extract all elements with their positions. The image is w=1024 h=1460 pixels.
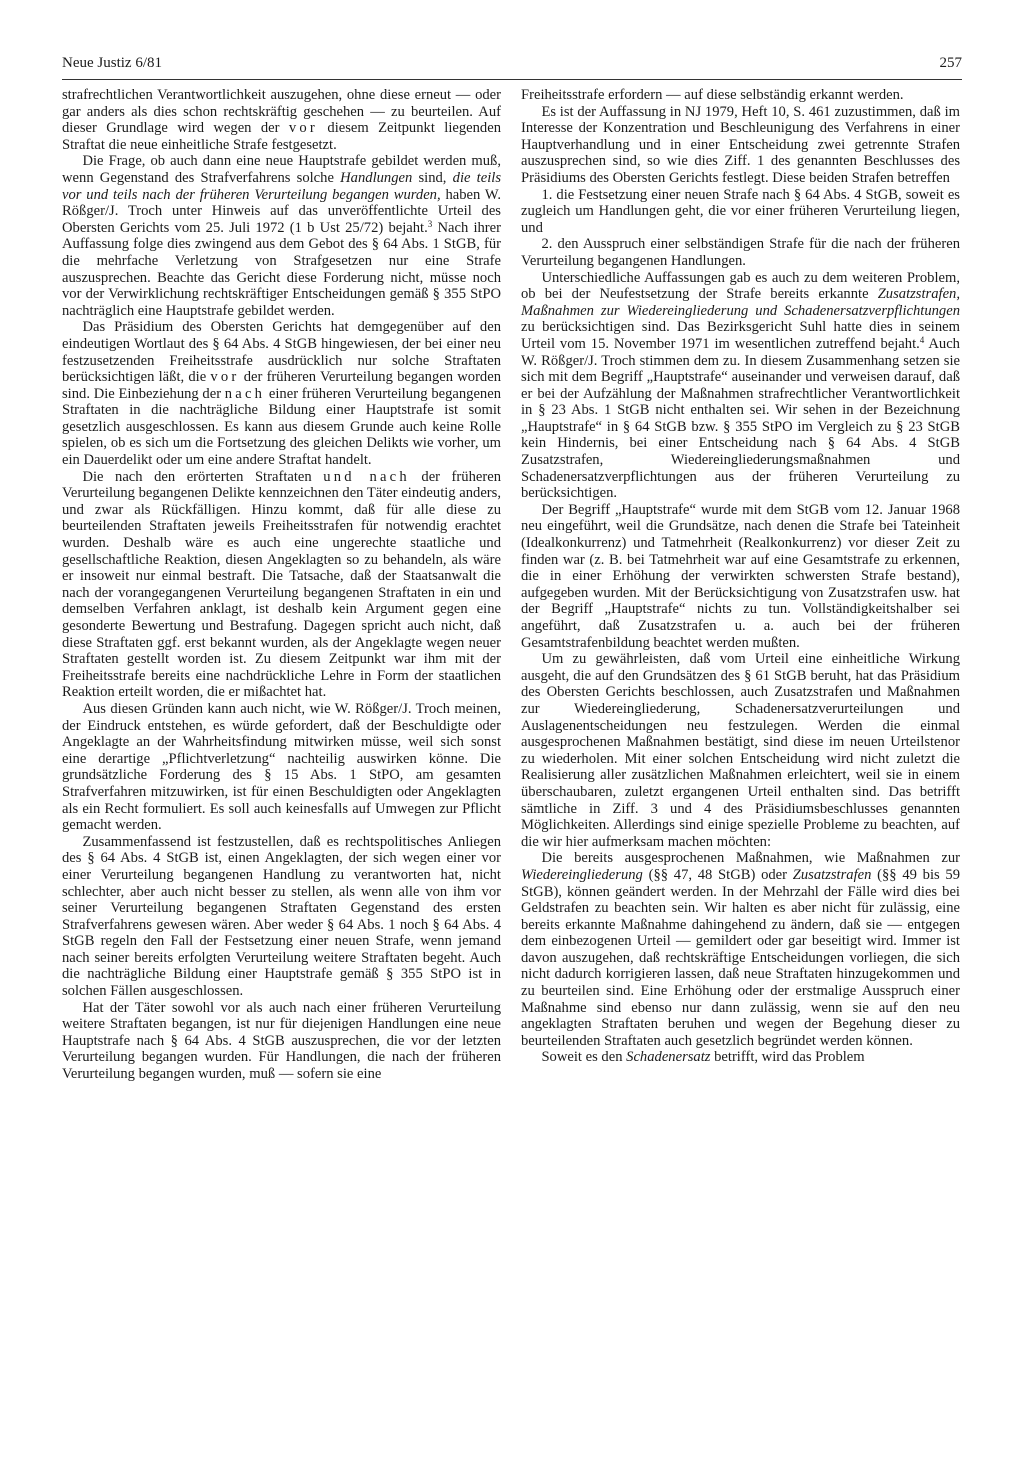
paragraph: strafrechtlichen Verantwortlichkeit auszugehen, ohne diese erneut — oder gar anders als dies schon rechtskräftig geschehen — zu beurteilen. Auf dieser Grundlage wird wegen der vor diesem Zeitpunkt liegenden Straftat die neue einheitliche Strafe festgesetzt. [62, 87, 501, 153]
header-rule [62, 79, 962, 80]
paragraph: Soweit es den Schadenersatz betrifft, wird das Problem [541, 1049, 865, 1066]
footnote-marker: 3 [427, 218, 433, 229]
running-title: Neue Justiz 6/81 [62, 55, 162, 71]
paragraph: Die bereits ausgesprochenen Maßnahmen, wie Maßnahmen zur Wiedereingliederung (§§ 47, 48 StGB) oder Zusatzstrafen (§§ 49 bis 59 StGB), können geändert werden. In der Mehrzahl der Fälle wird dies bei Geldstrafen zu beachten sein. Wir halten es aber nicht für zulässig, eine bereits erkannte Maßnahme dahingehend zu ändern, daß sie — entgegen dem einbezogenen Urteil — gemildert oder gar beseitigt wird. Immer ist davon auszugehen, daß rechtskräftige Entscheidungen vorliegen, die sich nicht dadurch korrigieren lassen, daß neue Straftaten hinzugekommen und zu beurteilen sind. Eine Erhöhung oder der erstmalige Ausspruch einer Maßnahme sind ebenso nur dann zulässig, wenn sie auf den neu angeklagten Straftaten beruhen und wegen der Begehung dieser zu beurteilenden Straftaten auch gesetzlich begründet werden können. [521, 850, 960, 1049]
paragraph: Unterschiedliche Auffassungen gab es auch zu dem weiteren Problem, ob bei der Neufestsetzung der Strafe bereits erkannte Zusatzstrafen, Maßnahmen zur Wiedereingliederung und Schadenersatzverpflichtungen zu berücksichtigen sind. Das Bezirksgericht Suhl hatte dies in seinem Urteil vom 15. November 1971 im wesentlichen zutreffend bejaht.$^4$ Auch W. Rößger/J. Troch stimmen dem zu. In diesem Zusammenhang setzen sie sich mit dem Begriff „Hauptstrafe“ auseinander und verweisen darauf, daß er bei der Aufzählung der Maßnahmen strafrechtlicher Verantwortlichkeit in § 23 Abs. 1 StGB nicht enthalten sei. Wir sehen in der Bezeichnung „Hauptstrafe“ in § 64 StGB bzw. § 355 StPO im Vergleich zu § 23 StGB kein Hindernis, bei einer Entscheidung nach § 64 Abs. 4 StGB Zusatzstrafen, Wiedereingliederungsmaßnahmen und Schadenersatzverpflichtungen aus der früheren Verurteilung zu berücksichtigen. [521, 269, 960, 502]
paragraph: Um zu gewährleisten, daß vom Urteil eine einheitliche Wirkung ausgeht, die auf den Grundsätzen des § 61 StGB beruht, hat das Präsidium des Obersten Gerichts beschlossen, auch Zusatzstrafen und Maßnahmen zur Wiedereingliederung, Schadenersatzverurteilungen und Auslagenentscheidungen neu festzulegen. Werden die einmal ausgesprochenen Maßnahmen bestätigt, sind diese im neuen Urteilstenor zu wiederholen. Mit einer solchen Entscheidung wird nicht zuletzt die Realisierung aller zusätzlichen Maßnahmen erleichtert, weil sie in einem überschaubaren, zuletzt ergangenen Urteil enthalten sind. Das betrifft sämtliche in Ziff. 3 und 4 des Präsidiumsbeschlusses genannten Möglichkeiten. Allerdings sind einige spezielle Probleme zu beachten, auf die wir hier aufmerksam machen möchten: [521, 651, 960, 850]
right-column [521, 87, 960, 1066]
left-column [62, 87, 501, 1083]
page-header [62, 55, 962, 77]
footnote-marker: 4 [919, 334, 925, 345]
paragraph: Zusammenfassend ist festzustellen, daß es rechtspolitisches Anliegen des § 64 Abs. 4 StGB ist, einen Angeklagten, der sich wegen einer vor einer Verurteilung begangenen Handlung zu verantworten hat, nicht schlechter, aber auch nicht besser zu stellen, als wenn alle von ihm vor seiner Verurteilung begangenen Straftaten Gegenstand des ersten Strafverfahrens gewesen wären. Aber weder § 64 Abs. 1 noch § 64 Abs. 4 StGB regeln den Fall der Festsetzung einer neuen Strafe, wenn jemand nach seiner bereits erfolgten Verurteilung weitere Straftaten begeht. Auch die nachträgliche Bildung einer Hauptstrafe gemäß § 355 StPO ist in solchen Fällen ausgeschlossen. [62, 833, 501, 1000]
paragraph: Hat der Täter sowohl vor als auch nach einer früheren Verurteilung weitere Straftaten begangen, ist nur für diejenigen Handlungen eine neue Hauptstrafe nach § 64 Abs. 4 StGB auszusprechen, die vor der letzten Verurteilung begangen wurden. Für Handlungen, die nach der früheren Verurteilung begangen wurden, muß — sofern sie eine [62, 999, 501, 1083]
paragraph: Das Präsidium des Obersten Gerichts hat demgegenüber auf den eindeutigen Wortlaut des § 64 Abs. 4 StGB hingewiesen, der bei einer neu festzusetzenden Freiheitsstrafe ausdrücklich nur solche Straftaten berücksichtigen läßt, die vor der früheren Verurteilung begangen worden sind. Die Einbeziehung der nach einer früheren Verurteilung begangenen Straftaten in die nachträgliche Bildung einer Hauptstrafe ist somit gesetzlich ausgeschlossen. Es kann aus diesem Grunde auch keine Rolle spielen, ob es sich um die Fortsetzung des gleichen Delikts wie vorher, um ein Dauerdelikt oder um eine andere Straftat handelt. [62, 319, 502, 469]
paragraph: Die nach den erörterten Straftaten und nach der früheren Verurteilung begangenen Delikte kennzeichnen den Täter eindeutig anders, und zwar als Rückfälligen. Hinzu kommt, daß für alle diese zu beurteilenden Straftaten jeweils Freiheitsstrafen für notwendig erachtet wurden. Deshalb wäre es auch eine ungerechte staatliche und gesellschaftliche Reaktion, diesen Angeklagten so zu behandeln, als wäre er insoweit nur einmal bestraft. Die Tatsache, daß der Staatsanwalt die nach der vorangegangenen Verurteilung begangenen Straftaten in ein und demselben Verfahren anklagt, ist deshalb kein Argument gegen eine gesonderte Bewertung und Bestrafung. Dagegen spricht auch nicht, daß diese Straftaten ggf. erst bekannt wurden, als der Angeklagte wegen neuer Straftaten gestellt worden ist. Zu diesem Zeitpunkt war ihm mit der Freiheitsstrafe bereits eine nachdrückliche Lehre in Form der staatlichen Reaktion erteilt worden, die er mißachtet hat. [62, 468, 501, 701]
list-item: 2. den Ausspruch einer selbständigen Strafe für die nach der früheren Verurteilung begangenen Handlungen. [521, 236, 960, 269]
page-number: 257 [939, 55, 962, 71]
list-item: 1. die Festsetzung einer neuen Strafe nach § 64 Abs. 4 StGB, soweit es zugleich um Handlungen geht, die vor einer früheren Verurteilung liegen, und [521, 186, 960, 236]
paragraph: Die Frage, ob auch dann eine neue Hauptstrafe gebildet werden muß, wenn Gegenstand des Strafverfahrens solche Handlungen sind, die teils vor und teils nach der früheren Verurteilung begangen wurden, haben W. Rößger/J. Troch unter Hinweis auf das unveröffentlichte Urteil des Obersten Gerichts vom 25. Juli 1972 (1 b Ust 25/72) bejaht.$^3$ Nach ihrer Auffassung folge dies zwingend aus dem Gebot des § 64 Abs. 1 StGB, für die mehrfache Verletzung von Strafgesetzen nur eine Strafe auszusprechen. Beachte das Gericht diese Forderung nicht, müsse noch vor der Verwirklichung rechtskräftiger Entscheidungen gemäß § 355 StPO nachträglich eine Hauptstrafe gebildet werden. [62, 153, 501, 319]
paragraph: Der Begriff „Hauptstrafe“ wurde mit dem StGB vom 12. Januar 1968 neu eingeführt, weil die Grundsätze, nach denen die Strafe bei Tateinheit (Idealkonkurrenz) und Tatmehrheit (Realkonkurrenz) vor dieser Zeit zu finden war (z. B. bei Tatmehrheit war auf eine Gesamtstrafe zu erkennen, die in einer Erhöhung der verwirkten schwersten Strafe bestand), aufgegeben wurden. Mit der Berücksichtigung von Zusatzstrafen usw. hat der Begriff „Hauptstrafe“ nichts zu tun. Vollständigkeitshalber sei angeführt, daß Zusatzstrafen u. a. auch bei der früheren Gesamtstrafenbildung beachtet werden mußten. [521, 501, 960, 651]
paragraph: Aus diesen Gründen kann auch nicht, wie W. Rößger/J. Troch meinen, der Eindruck entstehen, es würde gefordert, daß der Beschuldigte oder Angeklagte an der Wahrheitsfindung mitwirken müsse, weil sich sonst eine derartige „Pflichtverletzung“ nachteilig auswirken könne. Die grundsätzliche Forderung des § 15 Abs. 1 StPO, am gesamten Strafverfahren mitzuwirken, ist für einen Beschuldigten oder Angeklagten als ein Recht formuliert. Es soll auch keinesfalls auf Umwegen zur Pflicht gemacht werden. [62, 700, 501, 834]
paragraph: Es ist der Auffassung in NJ 1979, Heft 10, S. 461 zuzustimmen, daß im Interesse der Konzentration und Beschleunigung des Verfahrens in einer Hauptverhandlung und in einer Entscheidung zwei getrennte Strafen auszusprechen sind, so wie dies Ziff. 1 des genannten Beschlusses des Präsidiums des Obersten Gerichts festlegt. Diese beiden Strafen betreffen [521, 103, 960, 186]
paragraph: Freiheitsstrafe erfordern — auf diese selbständig erkannt werden. [521, 87, 904, 103]
